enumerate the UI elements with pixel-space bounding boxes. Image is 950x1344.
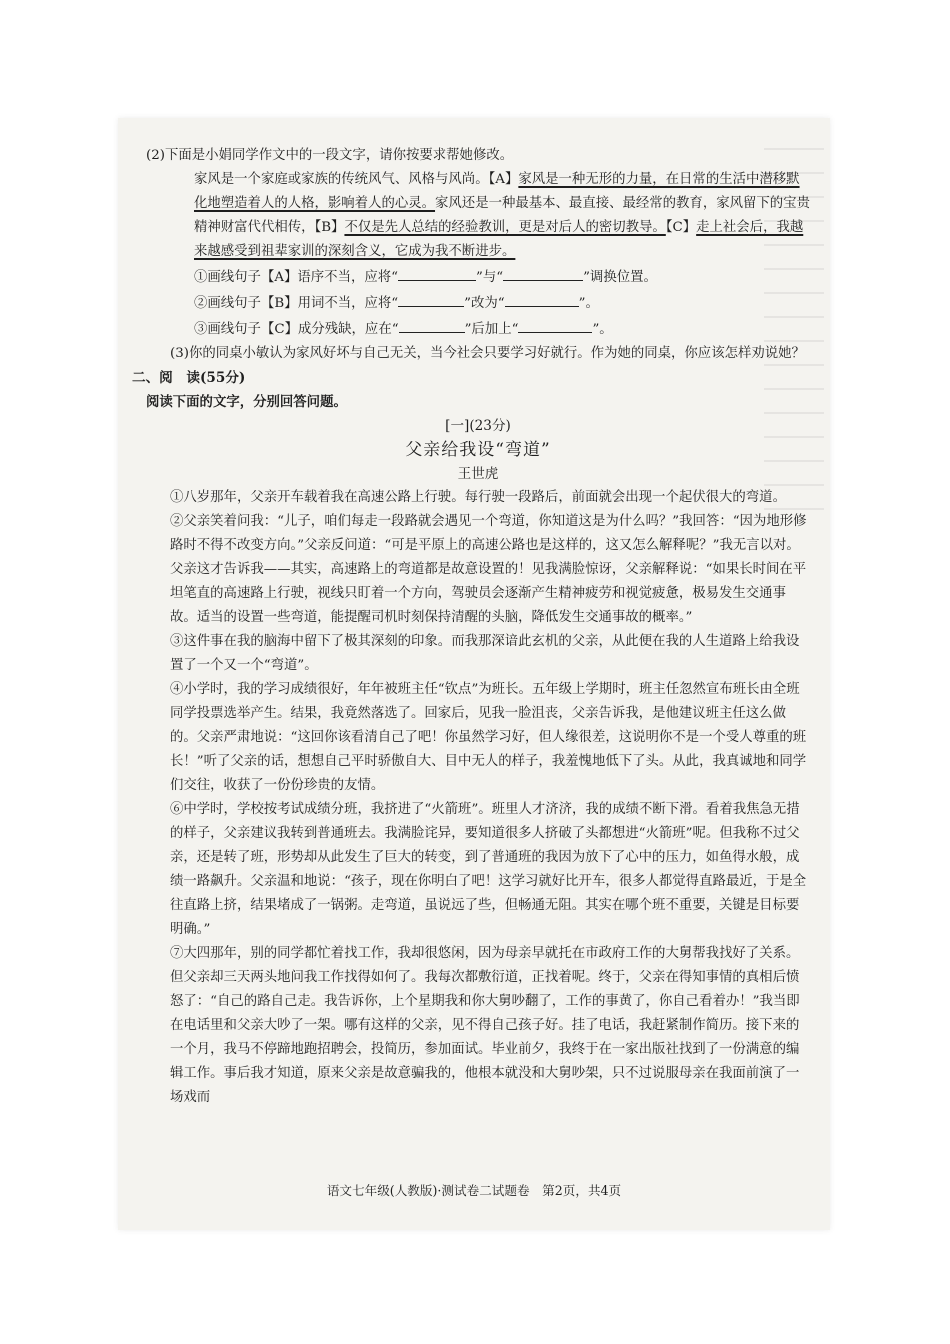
question-2-intro: (2)下面是小娟同学作文中的一段文字，请你按要求帮她修改。 <box>146 148 514 163</box>
article-paragraph-3: ③这件事在我的脑海中留下了极其深刻的印象。而我那深谙此玄机的父亲，从此便在我的人生道路上给我设置了一个又一个“弯道”。 <box>170 634 800 673</box>
article-paragraph-4: ④小学时，我的学习成绩很好，年年被班主任“钦点”为班长。五年级上学期时，班主任忽然宣布班长由全班同学投票选举产生。结果，我竟然落选了。回家后，见我一脸沮丧，父亲告诉我，是他建议班主任这么做的。父亲严肃地说：“这回你该看清自己了吧！你虽然学习好，但人缘很差，这说明你不是一个受人尊重的班长！”听了父亲的话，想想自己平时骄傲自大、目中无人的样子，我羞愧地低下了头。从此，我真诚地和同学们交往，收获了一份份珍贵的友情。 <box>170 682 807 793</box>
label-c: 【C】 <box>665 220 697 235</box>
label-b: 【B】 <box>314 220 345 235</box>
underlined-sentence-a: 家风是一种无形的力量，在日常的生活中潜移默化地塑造着人的人格，影响着人的心灵。 <box>194 172 800 211</box>
sub-question-2 <box>146 290 810 316</box>
sub-question-1-text-c: ”调换位置。 <box>583 270 657 285</box>
answer-blank-2a[interactable] <box>398 290 464 307</box>
label-a: 【A】 <box>488 172 519 187</box>
sub-question-1-text-b: ”与“ <box>475 270 504 285</box>
article-paragraph-7: ⑦大四那年，别的同学都忙着找工作，我却很悠闲，因为母亲早就托在市政府工作的大舅帮我找好了关系。但父亲却三天两头地问我工作找得如何了。我每次都敷衍道，正找着呢。终于，父亲在得知事情的真相后愤怒了：“自己的路自己走。我告诉你，上个星期我和你大舅吵翻了，工作的事黄了，你自己看着办！”我当即在电话里和父亲大吵了一架。哪有这样的父亲，见不得自己孩子好。挂了电话，我赶紧制作简历。接下来的一个月，我马不停蹄地跑招聘会，投简历，参加面试。毕业前夕，我终于在一家出版社找到了一份满意的编辑工作。事后我才知道，原来父亲是故意骗我的，他根本就没和大舅吵架，只不过说服母亲在我面前演了一场戏而 <box>170 946 800 1105</box>
answer-blank-3b[interactable] <box>518 316 592 333</box>
sub-question-2-text-b: ”改为“ <box>464 296 505 311</box>
sub-question-3-text-c: ”。 <box>592 322 613 337</box>
sub-question-3-text-b: ”后加上“ <box>464 322 519 337</box>
page-footer: 语文七年级(人教版)·测试卷二试题卷 第2页，共4页 <box>326 1183 622 1198</box>
question-3: (3)你的同桌小敏认为家风好坏与自己无关，当今社会只要学习好就行。作为她的同桌，你应该怎样劝说她？ <box>170 346 805 361</box>
sub-question-3-text-a: ③画线句子【C】成分残缺，应在“ <box>194 322 399 337</box>
article-paragraph-2: ②父亲笑着问我：“儿子，咱们每走一段路就会遇见一个弯道，你知道这是为什么吗？”我回答：“因为地形修路时不得不改变方向。”父亲反问道：“可是平原上的高速公路也是这样的，这又怎么解释呢？”我无言以对。父亲这才告诉我——其实，高速路上的弯道都是故意设置的！见我满脸惊讶，父亲解释说：“如果长时间在平坦笔直的高速路上行驶，视线只盯着一个方向，驾驶员会逐渐产生精神疲劳和视觉疲惫，极易发生交通事故。适当的设置一些弯道，能提醒司机时刻保持清醒的头脑，降低发生交通事故的概率。” <box>170 514 807 625</box>
passage-sentence-2: 家风还是一种最基本、最直接、最经常的教育，家风留下的宝贵精神财富代代相传， <box>194 196 810 235</box>
passage-sentence-1: 家风是一个家庭或家族的传统风气、风格与风尚。 <box>194 172 489 187</box>
reading-instruction: 阅读下面的文字，分别回答问题。 <box>146 394 347 410</box>
sub-question-1-text-a: ①画线句子【A】语序不当，应将“ <box>194 270 398 285</box>
subsection-label: [一](23分) <box>445 418 511 434</box>
article-title: 父亲给我设“弯道” <box>405 440 551 460</box>
answer-blank-2b[interactable] <box>505 290 579 307</box>
answer-blank-3a[interactable] <box>399 316 465 333</box>
answer-blank-1b[interactable] <box>503 264 583 281</box>
section-header-reading: 二、阅 读(55分) <box>132 370 246 386</box>
sub-question-1 <box>146 264 810 290</box>
underlined-sentence-b: 不仅是先人总结的经验教训，更是对后人的密切教导。 <box>344 220 666 235</box>
sub-question-3 <box>146 316 810 342</box>
article-paragraph-6: ⑥中学时，学校按考试成绩分班，我挤进了“火箭班”。班里人才济济，我的成绩不断下滑。看着我焦急无措的样子，父亲建议我转到普通班去。我满脸诧异，要知道很多人挤破了头都想进“火箭班”呢。但我称不过父亲，还是转了班，形势却从此发生了巨大的转变，到了普通班的我因为放下了心中的压力，如鱼得水般，成绩一路飙升。父亲温和地说：“孩子，现在你明白了吧！这学习就好比开车，很多人都觉得直路最近，于是全往直路上挤，结果堵成了一锅粥。走弯道，虽说远了些，但畅通无阻。其实在哪个班不重要，关键是目标要明确。” <box>170 802 807 937</box>
article-paragraph-1: ①八岁那年，父亲开车载着我在高速公路上行驶。每行驶一段路后，前面就会出现一个起伏很大的弯道。 <box>170 490 786 505</box>
sub-question-2-text-a: ②画线句子【B】用词不当，应将“ <box>194 296 399 311</box>
exam-page <box>118 118 830 1230</box>
underlined-sentence-c: 走上社会后，我越来越感受到祖辈家训的深刻含义，它成为我不断进步。 <box>194 220 804 259</box>
student-passage <box>146 168 810 264</box>
article-author: 王世虎 <box>457 466 499 482</box>
page-content <box>132 144 810 1110</box>
answer-blank-1a[interactable] <box>398 264 476 281</box>
sub-question-2-text-c: ”。 <box>578 296 599 311</box>
